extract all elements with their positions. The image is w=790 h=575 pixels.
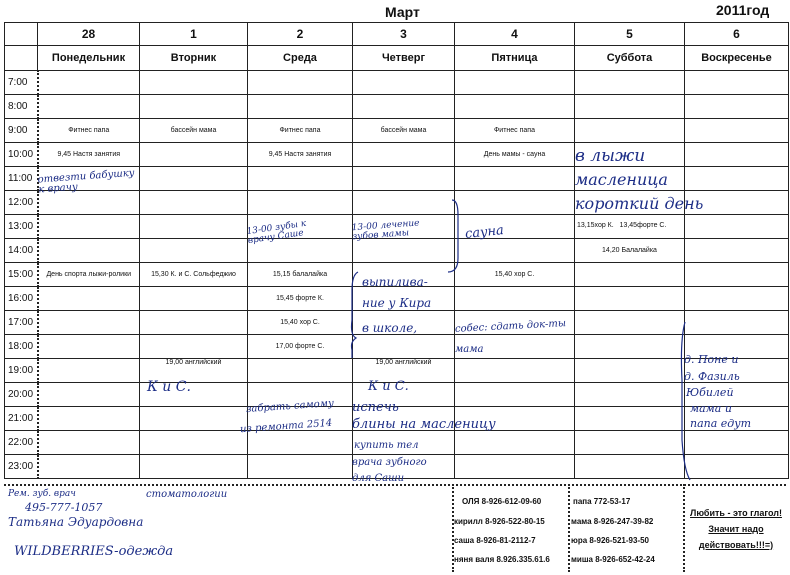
date-fri: 4 (455, 23, 575, 46)
event-cell: 19,00 английский (140, 359, 248, 383)
handwritten-note: д. Поне и (684, 353, 739, 366)
handwritten-note: выпилива- (362, 275, 428, 289)
handwritten-note: Татьяна Эдуардовна (8, 515, 144, 529)
date-sat: 5 (575, 23, 685, 46)
time-label: 9:00 (5, 119, 38, 143)
event-cell: 15,45 форте К. (248, 287, 353, 311)
event-cell: День спорта лыжи-ролики (38, 263, 140, 287)
event-cell: 9,45 Настя занятия (38, 143, 140, 167)
handwritten-note: испечь (352, 400, 399, 415)
time-label: 12:00 (5, 191, 38, 215)
handwritten-note: Юбилей (686, 386, 734, 399)
event-sat-choir: 13,15хор К. (577, 222, 614, 230)
time-label: 10:00 (5, 143, 38, 167)
handwritten-note: блины на масленицу (352, 417, 496, 432)
handwritten-note: врача зубного (352, 457, 427, 468)
handwritten-note: собес: сдать док-ты (454, 318, 567, 335)
hour-row (5, 119, 789, 143)
date-mon: 28 (38, 23, 140, 46)
date-tue: 1 (140, 23, 248, 46)
event-cell (575, 215, 685, 239)
handwritten-note: Рем. зуб. врач (8, 489, 76, 499)
day-thu: Четверг (353, 46, 455, 71)
weekday-row (5, 46, 789, 71)
corner-cell (5, 23, 38, 46)
handwritten-note: д. Фазиль (684, 370, 740, 383)
contact-row: миша 8-926-652-42-24 (571, 555, 655, 564)
time-label: 17:00 (5, 311, 38, 335)
event-cell: Фитнес папа (248, 119, 353, 143)
day-sat: Суббота (575, 46, 685, 71)
hour-row (5, 239, 789, 263)
corner-cell (5, 46, 38, 71)
event-cell: Фитнес папа (38, 119, 140, 143)
handwritten-note: К и С. (368, 379, 409, 394)
time-label: 11:00 (5, 167, 38, 191)
handwritten-note: для Саши (352, 473, 405, 484)
event-cell: бассейн мама (353, 119, 455, 143)
event-cell: 9,45 Настя занятия (248, 143, 353, 167)
event-cell: Фитнес папа (455, 119, 575, 143)
contact-row: мама 8-926-247-39-82 (571, 517, 654, 526)
handwritten-note: забрать самому (245, 397, 335, 416)
motto-text: Любить - это глагол! Значит надо действовать!!!=) (690, 508, 782, 550)
handwritten-note: К и С. (147, 379, 191, 395)
time-label: 15:00 (5, 263, 38, 287)
handwritten-note: масленица (575, 170, 668, 189)
date-wed: 2 (248, 23, 353, 46)
hour-row (5, 71, 789, 95)
month-title: Март (385, 4, 420, 20)
event-sat-forte: 13,45форте С. (619, 222, 667, 230)
notes-separator (568, 484, 570, 572)
handwritten-note: 13-00 зубы к врачу Саше (246, 218, 307, 247)
time-label: 22:00 (5, 431, 38, 455)
contact-row: кирилл 8-926-522-80-15 (454, 517, 545, 526)
time-label: 8:00 (5, 95, 38, 119)
handwritten-note: 13-00 лечение зубов мамы (351, 218, 420, 243)
handwritten-note: в лыжи (575, 146, 646, 166)
event-cell: 15,40 хор С. (248, 311, 353, 335)
handwritten-note: мама и (690, 402, 732, 415)
handwritten-note: в школе, (362, 321, 418, 335)
time-label: 13:00 (5, 215, 38, 239)
notes-separator (683, 484, 685, 572)
handwritten-note: короткий день (575, 194, 704, 213)
event-cell: 14,20 Балалайка (575, 239, 685, 263)
time-label: 19:00 (5, 359, 38, 383)
event-cell: День мамы - сауна (455, 143, 575, 167)
time-label: 21:00 (5, 407, 38, 431)
event-cell: 17,00 форте С. (248, 335, 353, 359)
date-sun: 6 (685, 23, 789, 46)
time-label: 14:00 (5, 239, 38, 263)
notes-area (4, 484, 786, 574)
event-cell: 15,15 балалайка (248, 263, 353, 287)
handwritten-note: отвезти бабушку к врачу (37, 167, 135, 196)
event-cell: 19,00 английский (353, 359, 455, 383)
hour-row (5, 335, 789, 359)
handwritten-note: мама (455, 344, 484, 355)
event-cell: 15,40 хор С. (455, 263, 575, 287)
day-sun: Воскресенье (685, 46, 789, 71)
hour-row (5, 95, 789, 119)
day-tue: Вторник (140, 46, 248, 71)
contact-row: папа 772-53-17 (573, 497, 631, 506)
day-wed: Среда (248, 46, 353, 71)
day-fri: Пятница (455, 46, 575, 71)
time-label: 7:00 (5, 71, 38, 95)
contact-row: ОЛЯ 8-926-612-09-60 (462, 497, 542, 506)
handwritten-note: ние у Кира (362, 296, 432, 310)
event-cell: 15,30 К. и С. Сольфеджио (140, 263, 248, 287)
contact-row: саша 8-926-81-2112-7 (454, 536, 536, 545)
year-title: 2011год (716, 2, 770, 18)
time-label: 20:00 (5, 383, 38, 407)
hour-row (5, 143, 789, 167)
handwritten-note: WILDBERRIES-одежда (14, 544, 174, 559)
date-row (5, 23, 789, 46)
handwritten-note: папа едут (690, 417, 752, 430)
contact-row: юра 8-926-521-93-50 (571, 536, 650, 545)
event-cell: бассейн мама (140, 119, 248, 143)
time-label: 23:00 (5, 455, 38, 479)
handwritten-note: стоматологии (146, 489, 228, 500)
handwritten-note: сауна (464, 223, 505, 242)
contact-row: няня валя 8.926.335.61.6 (454, 555, 550, 564)
time-label: 18:00 (5, 335, 38, 359)
time-label: 16:00 (5, 287, 38, 311)
handwritten-note: 495-777-1057 (25, 501, 103, 514)
day-mon: Понедельник (38, 46, 140, 71)
date-thu: 3 (353, 23, 455, 46)
handwritten-note: из ремонта 2514 (239, 417, 333, 436)
handwritten-note: купить тел (354, 440, 419, 451)
